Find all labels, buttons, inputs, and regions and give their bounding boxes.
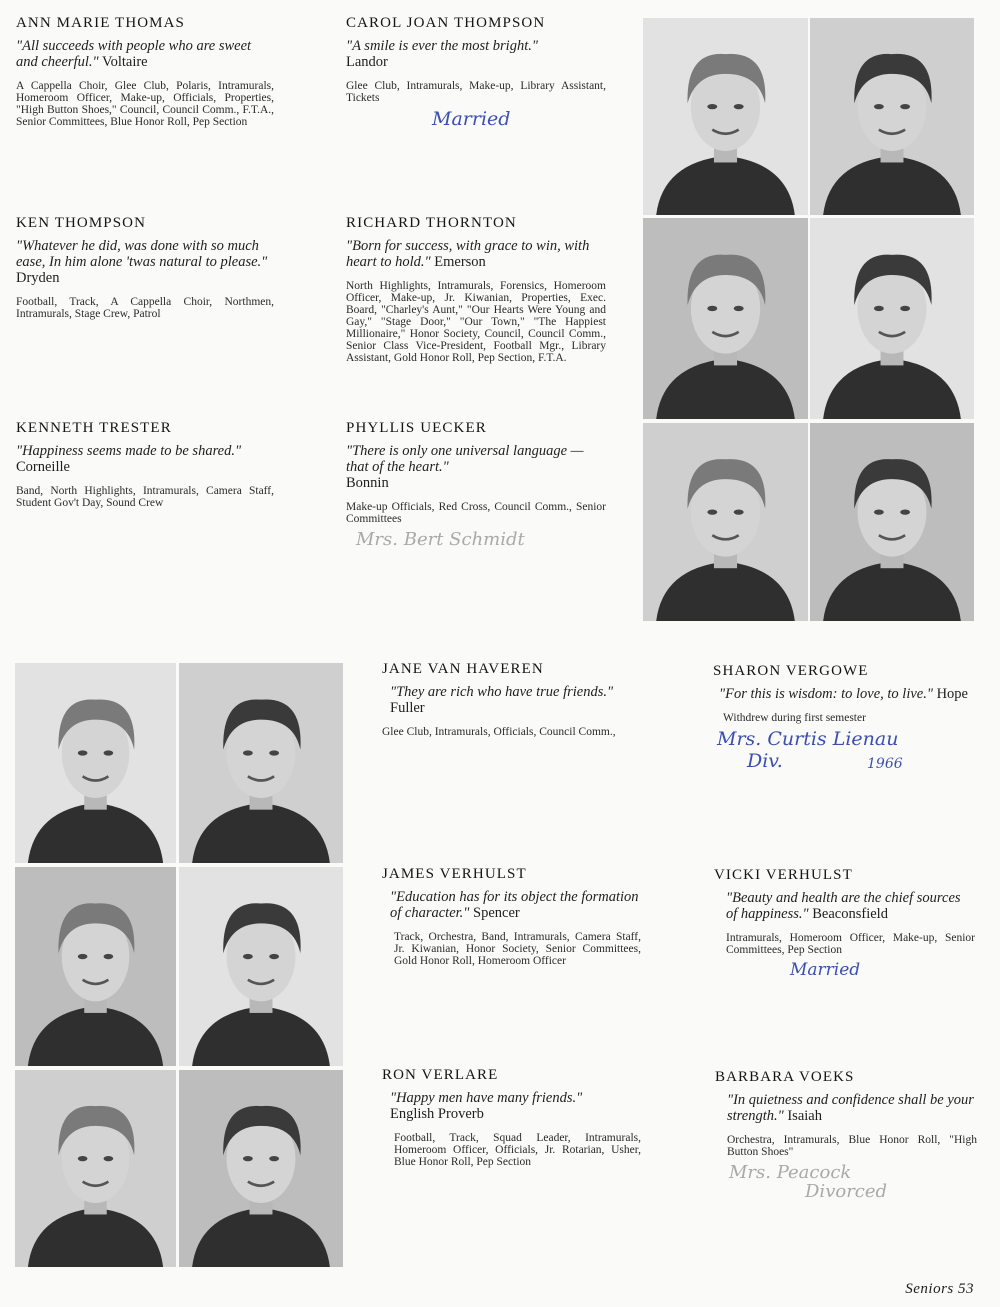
senior-quote: "Whatever he did, was done with so much ease, In him alone 'twas natural to please." Dryden xyxy=(16,238,268,286)
right-eye xyxy=(734,509,744,514)
senior-entry-ann-marie-thomas xyxy=(16,15,274,128)
senior-name: JANE VAN HAVEREN xyxy=(382,661,544,677)
senior-activities: Band, North Highlights, Intramurals, Camera Staff, Student Gov't Day, Sound Crew xyxy=(16,485,274,509)
senior-quote: "They are rich who have true friends." Fuller xyxy=(390,684,614,716)
senior-entry-kenneth-trester xyxy=(16,420,274,509)
portrait-photo-jane-van-haveren xyxy=(15,663,176,863)
senior-quote: "Education has for its object the formation of character." Spencer xyxy=(390,889,639,921)
portrait-photo-richard-thornton xyxy=(810,218,974,419)
right-eye xyxy=(900,104,910,109)
senior-name: VICKI VERHULST xyxy=(714,867,853,883)
senior-activities: Make-up Officials, Red Cross, Council Comm., Senior Committees xyxy=(346,501,606,525)
senior-entry-ken-thompson xyxy=(16,215,274,320)
quote-author: Isaiah xyxy=(787,1108,822,1124)
left-eye xyxy=(874,104,884,109)
right-eye xyxy=(734,104,744,109)
senior-activities: Withdrew during first semester xyxy=(723,712,866,724)
portrait-photo-carol-joan-thompson xyxy=(643,18,808,215)
right-eye xyxy=(734,306,744,311)
right-eye xyxy=(269,750,279,755)
left-eye xyxy=(78,750,88,755)
senior-name: CAROL JOAN THOMPSON xyxy=(346,15,546,31)
senior-entry-james-verhulst xyxy=(382,866,641,967)
handwritten-note: Mrs. Peacock xyxy=(729,1162,852,1183)
senior-activities: Football, Track, Squad Leader, Intramurals, Homeroom Officer, Officials, Jr. Rotarian, Usher, Blue Honor Roll, Pep Section xyxy=(394,1132,641,1168)
senior-activities: Track, Orchestra, Band, Intramurals, Camera Staff, Jr. Kiwanian, Honor Society, Senior Committees, Gold Honor Roll, Homeroom Officer xyxy=(394,931,641,967)
senior-name: ANN MARIE THOMAS xyxy=(16,15,185,31)
senior-activities: Glee Club, Intramurals, Officials, Council Comm., xyxy=(382,726,616,738)
right-eye xyxy=(269,954,279,959)
right-eye xyxy=(104,750,114,755)
senior-activities: Glee Club, Intramurals, Make-up, Library Assistant, Tickets xyxy=(346,80,606,104)
senior-entry-phyllis-uecker xyxy=(346,420,606,550)
senior-quote: "In quietness and confidence shall be your strength." Isaiah xyxy=(727,1092,974,1124)
senior-name: KENNETH TRESTER xyxy=(16,420,172,436)
handwritten-note: Mrs. Curtis Lienau xyxy=(717,728,899,750)
portrait-photo-ann-marie-thomas xyxy=(810,18,974,215)
quote-author: Voltaire xyxy=(101,54,148,70)
left-eye xyxy=(243,954,253,959)
portrait-photo-ron-verlare xyxy=(15,1070,176,1267)
senior-quote: "There is only one universal language — that of the heart." Bonnin xyxy=(346,443,584,491)
portrait-photo-barbara-voeks xyxy=(179,1070,343,1267)
senior-quote: "For this is wisdom: to love, to live." Hope xyxy=(719,686,968,702)
left-eye xyxy=(707,509,717,514)
senior-quote: "Happiness seems made to be shared." Corneille xyxy=(16,443,242,475)
senior-entry-barbara-voeks xyxy=(715,1069,977,1202)
left-eye xyxy=(243,1156,253,1161)
senior-quote: "Born for success, with grace to win, with heart to hold." Emerson xyxy=(346,238,590,270)
quote-author: Spencer xyxy=(473,905,520,921)
quote-author: Fuller xyxy=(390,700,425,716)
right-eye xyxy=(269,1156,279,1161)
senior-entry-vicki-verhulst xyxy=(714,867,975,980)
portrait-photo-vicki-verhulst xyxy=(179,867,343,1066)
senior-entry-jane-van-haveren xyxy=(382,661,641,738)
senior-name: PHYLLIS UECKER xyxy=(346,420,487,436)
senior-entry-ron-verlare xyxy=(382,1067,641,1168)
portrait-photo-james-verhulst xyxy=(15,867,176,1066)
right-eye xyxy=(104,1156,114,1161)
right-eye xyxy=(900,509,910,514)
senior-quote: "Happy men have many friends." English Proverb xyxy=(390,1090,583,1122)
senior-quote: "A smile is ever the most bright." Landor xyxy=(346,38,538,70)
senior-name: KEN THOMPSON xyxy=(16,215,147,231)
quote-author: Beaconsfield xyxy=(812,906,888,922)
portrait-photo-sharon-vergowe xyxy=(179,663,343,863)
senior-activities: North Highlights, Intramurals, Forensics, Homeroom Officer, Make-up, Jr. Kiwanian, Properties, Exec. Board, "Charley's Aunt," "Our Hearts Were Young and Gay," "Stage Door," "Our Town," "The Happiest Millionaire," Honor Society, Council, Council Comm., Senior Class Vice-President, Football Mgr., Library Assistant, Gold Honor Roll, Pep Section, F.T.A. xyxy=(346,280,606,364)
left-eye xyxy=(78,954,88,959)
senior-activities: Intramurals, Homeroom Officer, Make-up, Senior Committees, Pep Section xyxy=(726,932,975,956)
quote-author: English Proverb xyxy=(390,1106,484,1122)
senior-name: RICHARD THORNTON xyxy=(346,215,517,231)
handwritten-note: Married xyxy=(432,108,511,130)
senior-quote: "All succeeds with people who are sweet and cheerful." Voltaire xyxy=(16,38,252,70)
quote-author: Hope xyxy=(936,686,968,702)
senior-activities: Orchestra, Intramurals, Blue Honor Roll, "High Button Shoes" xyxy=(727,1134,977,1158)
senior-entry-carol-joan-thompson xyxy=(346,15,606,130)
left-eye xyxy=(707,306,717,311)
handwritten-note: Mrs. Bert Schmidt xyxy=(356,529,525,550)
quote-author: Bonnin xyxy=(346,475,389,491)
quote-author: Emerson xyxy=(434,254,486,270)
quote-author: Corneille xyxy=(16,459,70,475)
left-eye xyxy=(874,509,884,514)
handwritten-note-row xyxy=(713,750,975,776)
portrait-photo-ken-thompson xyxy=(643,218,808,419)
handwritten-note-div: Div. xyxy=(747,750,783,772)
senior-entry-sharon-vergowe xyxy=(713,663,975,776)
quote-author: Dryden xyxy=(16,270,60,286)
handwritten-note: Married xyxy=(790,960,861,980)
senior-name: JAMES VERHULST xyxy=(382,866,527,882)
left-eye xyxy=(243,750,253,755)
left-eye xyxy=(874,306,884,311)
senior-activities: A Cappella Choir, Glee Club, Polaris, Intramurals, Homeroom Officer, Make-up, Officials, Properties, "High Button Shoes," Council, Council Comm., F.T.A., Senior Committees, Blue Honor Roll, Pep Section xyxy=(16,80,274,128)
page-footer: Seniors 53 xyxy=(905,1281,974,1297)
portrait-photo-kenneth-trester xyxy=(643,423,808,621)
senior-name: BARBARA VOEKS xyxy=(715,1069,855,1085)
left-eye xyxy=(78,1156,88,1161)
senior-quote: "Beauty and health are the chief sources of happiness." Beaconsfield xyxy=(726,890,961,922)
handwritten-note-divorced: Divorced xyxy=(805,1181,888,1202)
handwritten-note-year: 1966 xyxy=(867,756,903,772)
quote-author: Landor xyxy=(346,54,388,70)
senior-entry-richard-thornton xyxy=(346,215,606,364)
right-eye xyxy=(900,306,910,311)
right-eye xyxy=(104,954,114,959)
portrait-photo-phyllis-uecker xyxy=(810,423,974,621)
left-eye xyxy=(707,104,717,109)
senior-activities: Football, Track, A Cappella Choir, Northmen, Intramurals, Stage Crew, Patrol xyxy=(16,296,274,320)
senior-name: SHARON VERGOWE xyxy=(713,663,869,679)
senior-name: RON VERLARE xyxy=(382,1067,499,1083)
